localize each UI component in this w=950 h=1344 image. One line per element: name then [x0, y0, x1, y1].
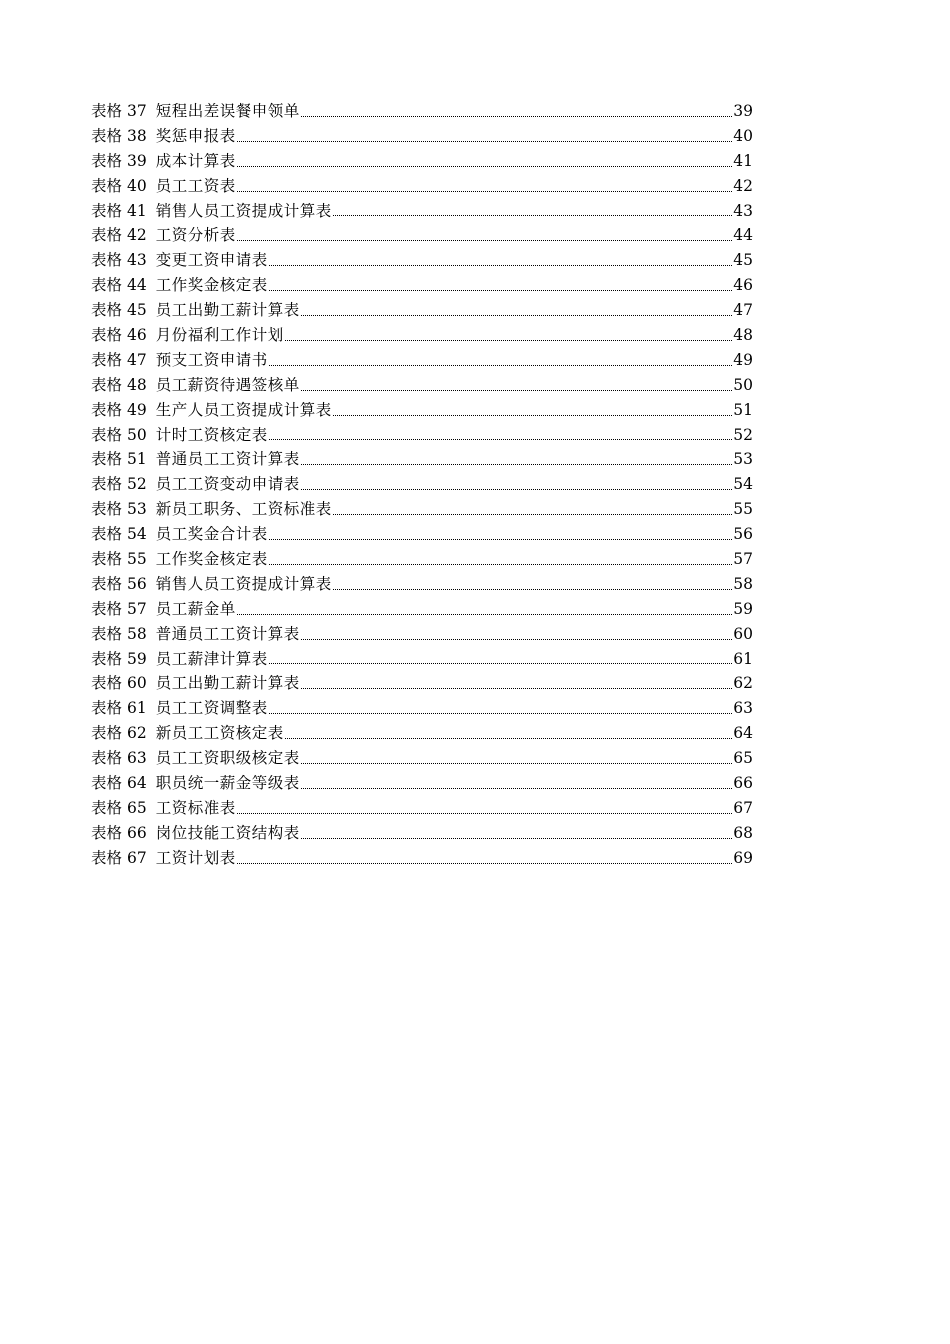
toc-entry[interactable] [91, 124, 753, 149]
toc-entry-number: 64 [127, 774, 147, 793]
toc-entry-prefix: 表格 [91, 525, 123, 544]
toc-entry-title: 新员工工资核定表 [155, 724, 284, 743]
toc-dot-leader [301, 389, 733, 391]
toc-dot-leader [269, 289, 733, 291]
toc-entry-page-number: 69 [733, 848, 753, 867]
toc-entry-page-number: 42 [733, 176, 753, 195]
toc-entry-number: 63 [127, 749, 147, 768]
toc-entry-title: 员工工资调整表 [155, 699, 268, 718]
toc-entry-number: 55 [127, 550, 147, 569]
toc-entry-title: 员工出勤工薪计算表 [155, 674, 300, 693]
toc-entry[interactable] [91, 846, 753, 871]
toc-entry-page-number: 39 [733, 102, 753, 120]
toc-entry-prefix: 表格 [91, 674, 123, 693]
toc-entry-title: 工作奖金核定表 [155, 550, 268, 569]
toc-entry-prefix: 表格 [91, 176, 123, 195]
toc-entry-title: 员工薪津计算表 [155, 649, 268, 668]
toc-entry-prefix: 表格 [91, 699, 123, 718]
toc-entry-number: 45 [127, 301, 147, 320]
toc-entry-number: 42 [127, 226, 147, 245]
toc-entry-number: 51 [127, 450, 147, 469]
toc-entry[interactable] [91, 522, 753, 547]
toc-entry[interactable] [91, 447, 753, 472]
toc-entry-page-number: 44 [733, 226, 753, 245]
toc-entry-page-number: 63 [733, 699, 753, 718]
toc-entry[interactable] [91, 398, 753, 423]
toc-entry-prefix: 表格 [91, 126, 123, 145]
toc-entry-number: 47 [127, 350, 147, 369]
toc-dot-leader [301, 787, 733, 789]
toc-entry-prefix: 表格 [91, 151, 123, 170]
toc-entry-prefix: 表格 [91, 798, 123, 817]
toc-entry[interactable] [91, 248, 753, 273]
toc-entry-title: 普通员工工资计算表 [155, 450, 300, 469]
toc-entry-prefix: 表格 [91, 500, 123, 519]
toc-entry[interactable] [91, 796, 753, 821]
toc-dot-leader [333, 513, 733, 515]
toc-entry-number: 41 [127, 201, 147, 220]
toc-dot-leader [301, 638, 733, 640]
toc-entry-number: 40 [127, 176, 147, 195]
toc-entry-title: 奖惩申报表 [155, 126, 236, 145]
toc-dot-leader [301, 687, 733, 689]
table-of-contents [91, 99, 753, 871]
toc-entry[interactable] [91, 671, 753, 696]
toc-entry-number: 66 [127, 823, 147, 842]
toc-entry[interactable] [91, 423, 753, 448]
toc-entry-title: 普通员工工资计算表 [155, 624, 300, 643]
toc-entry-prefix: 表格 [91, 350, 123, 369]
toc-entry-number: 49 [127, 400, 147, 419]
toc-dot-leader [269, 264, 733, 266]
toc-dot-leader [269, 364, 733, 366]
toc-entry-prefix: 表格 [91, 624, 123, 643]
toc-entry-page-number: 65 [733, 749, 753, 768]
toc-entry-prefix: 表格 [91, 102, 123, 120]
toc-entry-page-number: 53 [733, 450, 753, 469]
toc-dot-leader [285, 737, 733, 739]
toc-dot-leader [301, 488, 733, 490]
toc-entry-title: 员工工资表 [155, 176, 236, 195]
toc-entry-prefix: 表格 [91, 550, 123, 569]
toc-entry-title: 销售人员工资提成计算表 [155, 574, 332, 593]
toc-entry-title: 工资计划表 [155, 848, 236, 867]
toc-dot-leader [269, 662, 733, 664]
toc-entry-page-number: 61 [733, 649, 753, 668]
toc-entry-page-number: 59 [733, 599, 753, 618]
toc-entry[interactable] [91, 771, 753, 796]
toc-entry-prefix: 表格 [91, 599, 123, 618]
toc-entry-number: 46 [127, 326, 147, 345]
toc-dot-leader [269, 563, 733, 565]
toc-entry-number: 59 [127, 649, 147, 668]
toc-entry-number: 39 [127, 151, 147, 170]
toc-entry-page-number: 47 [733, 301, 753, 320]
toc-entry-page-number: 58 [733, 574, 753, 593]
toc-entry[interactable] [91, 223, 753, 248]
toc-entry[interactable] [91, 497, 753, 522]
toc-entry-prefix: 表格 [91, 724, 123, 743]
toc-entry-number: 61 [127, 699, 147, 718]
toc-entry-title: 员工奖金合计表 [155, 525, 268, 544]
toc-entry[interactable] [91, 547, 753, 572]
toc-entry-prefix: 表格 [91, 226, 123, 245]
toc-entry[interactable] [91, 572, 753, 597]
toc-entry-prefix: 表格 [91, 475, 123, 494]
toc-entry-title: 新员工职务、工资标准表 [155, 500, 332, 519]
toc-entry[interactable] [91, 348, 753, 373]
toc-entry-title: 岗位技能工资结构表 [155, 823, 300, 842]
toc-entry-title: 员工出勤工薪计算表 [155, 301, 300, 320]
toc-dot-leader [237, 239, 733, 241]
toc-entry-number: 67 [127, 848, 147, 867]
toc-entry-page-number: 60 [733, 624, 753, 643]
toc-entry[interactable] [91, 273, 753, 298]
toc-entry-number: 60 [127, 674, 147, 693]
toc-entry-title: 员工薪金单 [155, 599, 236, 618]
toc-entry-number: 52 [127, 475, 147, 494]
toc-entry-page-number: 50 [733, 375, 753, 394]
toc-entry-title: 职员统一薪金等级表 [155, 774, 300, 793]
toc-dot-leader [237, 613, 733, 615]
toc-entry[interactable] [91, 597, 753, 622]
toc-entry-page-number: 66 [733, 774, 753, 793]
toc-entry-title: 变更工资申请表 [155, 251, 268, 270]
toc-entry-page-number: 56 [733, 525, 753, 544]
toc-entry[interactable] [91, 647, 753, 672]
toc-entry-title: 工资标准表 [155, 798, 236, 817]
toc-entry[interactable] [91, 821, 753, 846]
toc-entry-page-number: 45 [733, 251, 753, 270]
toc-entry-number: 58 [127, 624, 147, 643]
toc-entry[interactable] [91, 746, 753, 771]
toc-entry-title: 生产人员工资提成计算表 [155, 400, 332, 419]
toc-entry[interactable] [91, 721, 753, 746]
toc-entry-page-number: 48 [733, 326, 753, 345]
toc-entry-title: 工资分析表 [155, 226, 236, 245]
toc-dot-leader [237, 190, 733, 192]
toc-entry-prefix: 表格 [91, 450, 123, 469]
toc-entry-number: 43 [127, 251, 147, 270]
toc-entry-title: 员工工资职级核定表 [155, 749, 300, 768]
toc-dot-leader [285, 339, 733, 341]
toc-entry-number: 65 [127, 798, 147, 817]
toc-dot-leader [301, 463, 733, 465]
toc-entry-page-number: 64 [733, 724, 753, 743]
toc-entry-number: 57 [127, 599, 147, 618]
toc-entry-page-number: 41 [733, 151, 753, 170]
toc-entry[interactable] [91, 472, 753, 497]
toc-entry-title: 工作奖金核定表 [155, 276, 268, 295]
toc-entry-prefix: 表格 [91, 649, 123, 668]
toc-entry[interactable] [91, 298, 753, 323]
toc-entry[interactable] [91, 323, 753, 348]
toc-entry[interactable] [91, 174, 753, 199]
toc-entry-page-number: 67 [733, 798, 753, 817]
toc-entry[interactable] [91, 99, 753, 124]
toc-entry-page-number: 54 [733, 475, 753, 494]
toc-entry-number: 54 [127, 525, 147, 544]
toc-entry-title: 成本计算表 [155, 151, 236, 170]
toc-entry[interactable] [91, 373, 753, 398]
toc-entry-prefix: 表格 [91, 276, 123, 295]
toc-dot-leader [237, 165, 733, 167]
toc-entry-title: 月份福利工作计划 [155, 326, 284, 345]
toc-entry-page-number: 57 [733, 550, 753, 569]
toc-entry-prefix: 表格 [91, 201, 123, 220]
toc-entry-title: 短程出差误餐申领单 [155, 102, 300, 120]
toc-dot-leader [269, 712, 733, 714]
toc-entry-number: 44 [127, 276, 147, 295]
toc-entry-number: 56 [127, 574, 147, 593]
toc-entry-number: 62 [127, 724, 147, 743]
toc-entry[interactable] [91, 199, 753, 224]
toc-entry-page-number: 51 [733, 400, 753, 419]
toc-entry-prefix: 表格 [91, 425, 123, 444]
toc-entry-title: 预支工资申请书 [155, 350, 268, 369]
toc-entry-prefix: 表格 [91, 375, 123, 394]
toc-entry-prefix: 表格 [91, 749, 123, 768]
toc-entry-prefix: 表格 [91, 251, 123, 270]
toc-dot-leader [301, 837, 733, 839]
toc-dot-leader [237, 812, 733, 814]
toc-entry[interactable] [91, 622, 753, 647]
toc-entry-page-number: 40 [733, 126, 753, 145]
toc-entry-page-number: 55 [733, 500, 753, 519]
toc-dot-leader [333, 414, 733, 416]
toc-dot-leader [237, 140, 733, 142]
toc-entry-page-number: 46 [733, 276, 753, 295]
toc-dot-leader [237, 862, 733, 864]
toc-entry-prefix: 表格 [91, 400, 123, 419]
toc-entry-page-number: 52 [733, 425, 753, 444]
toc-entry-title: 员工工资变动申请表 [155, 475, 300, 494]
toc-entry-page-number: 49 [733, 350, 753, 369]
toc-dot-leader [333, 214, 733, 216]
toc-dot-leader [301, 115, 733, 117]
toc-entry-prefix: 表格 [91, 774, 123, 793]
toc-entry-title: 销售人员工资提成计算表 [155, 201, 332, 220]
toc-dot-leader [333, 588, 733, 590]
toc-entry-number: 50 [127, 425, 147, 444]
toc-entry[interactable] [91, 696, 753, 721]
toc-dot-leader [269, 538, 733, 540]
toc-entry[interactable] [91, 149, 753, 174]
toc-entry-prefix: 表格 [91, 823, 123, 842]
toc-entry-prefix: 表格 [91, 326, 123, 345]
toc-dot-leader [301, 762, 733, 764]
toc-entry-prefix: 表格 [91, 301, 123, 320]
toc-entry-prefix: 表格 [91, 574, 123, 593]
toc-entry-title: 员工薪资待遇签核单 [155, 375, 300, 394]
toc-entry-page-number: 43 [733, 201, 753, 220]
toc-entry-number: 37 [127, 102, 147, 120]
toc-entry-page-number: 68 [733, 823, 753, 842]
toc-entry-prefix: 表格 [91, 848, 123, 867]
toc-entry-title: 计时工资核定表 [155, 425, 268, 444]
toc-entry-number: 48 [127, 375, 147, 394]
toc-entry-page-number: 62 [733, 674, 753, 693]
toc-dot-leader [301, 314, 733, 316]
toc-entry-number: 38 [127, 126, 147, 145]
toc-dot-leader [269, 438, 733, 440]
toc-entry-number: 53 [127, 500, 147, 519]
